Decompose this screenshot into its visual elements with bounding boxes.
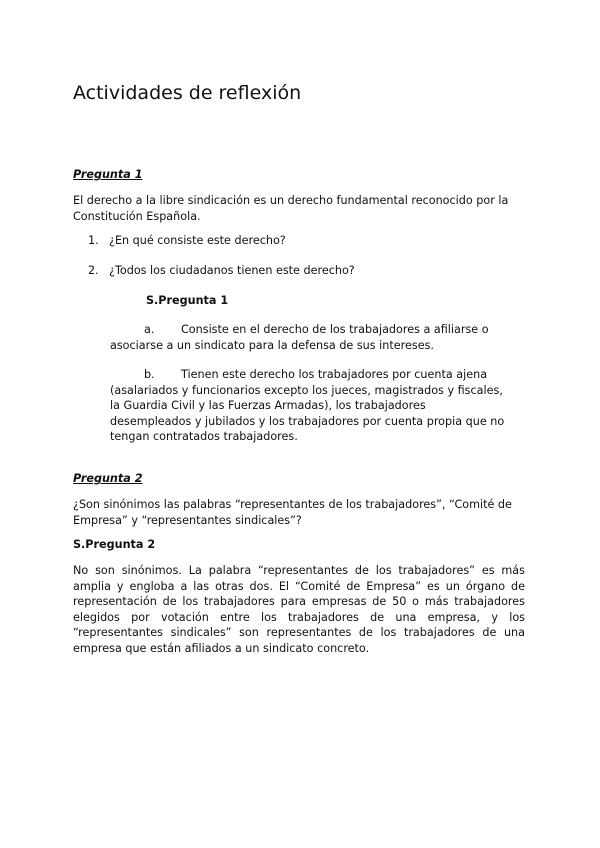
answer-2-heading: S.Pregunta 2 <box>73 538 156 551</box>
page-title: Actividades de reflexión <box>73 82 302 104</box>
answer-letter: a. <box>144 323 155 336</box>
answer-text: Consiste en el derecho de los trabajadores a afiliarse o asociarse a un sindicato para la defensa de sus intereses. <box>110 323 489 352</box>
list-number: 2. <box>88 264 99 277</box>
question-1-heading: Pregunta 1 <box>73 168 143 181</box>
question-1-item-2 <box>88 263 355 279</box>
question-2-text: ¿Son sinónimos las palabras “representantes de los trabajadores”, “Comité de Empresa” y “representantes sindicales”? <box>73 498 512 527</box>
list-text: ¿En qué consiste este derecho? <box>109 234 286 247</box>
list-number: 1. <box>88 234 99 247</box>
answer-1-heading: S.Pregunta 1 <box>146 294 229 307</box>
answer-text: Tienen este derecho los trabajadores por cuenta ajena (asalariados y funcionarios excepto los jueces, magistrados y fiscales, la Guardia Civil y las Fuerzas Armadas), los trabajadores desempleados y jubilados y los trabajadores por cuenta propia que no tengan contratados trabajadores. <box>110 368 505 443</box>
question-1-item-1 <box>88 233 286 249</box>
question-1-intro: El derecho a la libre sindicación es un derecho fundamental reconocido por la Constitución Española. <box>73 194 509 223</box>
question-2-heading: Pregunta 2 <box>73 472 143 485</box>
answer-2-text: No son sinónimos. La palabra “representantes de los trabajadores” es más amplia y engloba a las otras dos. El “Comité de Empresa” es un órgano de representación de los trabajadores para empresas de 50 o más trabajadores elegidos por votación entre los trabajadores de una empresa, y los “representantes sindicales” son representantes de los trabajadores de una empresa que están afiliados a un sindicato concreto. <box>73 564 525 655</box>
list-text: ¿Todos los ciudadanos tienen este derecho? <box>109 264 355 277</box>
answer-1-a <box>110 322 510 353</box>
answer-letter: b. <box>144 368 155 381</box>
answer-1-b <box>110 367 510 445</box>
